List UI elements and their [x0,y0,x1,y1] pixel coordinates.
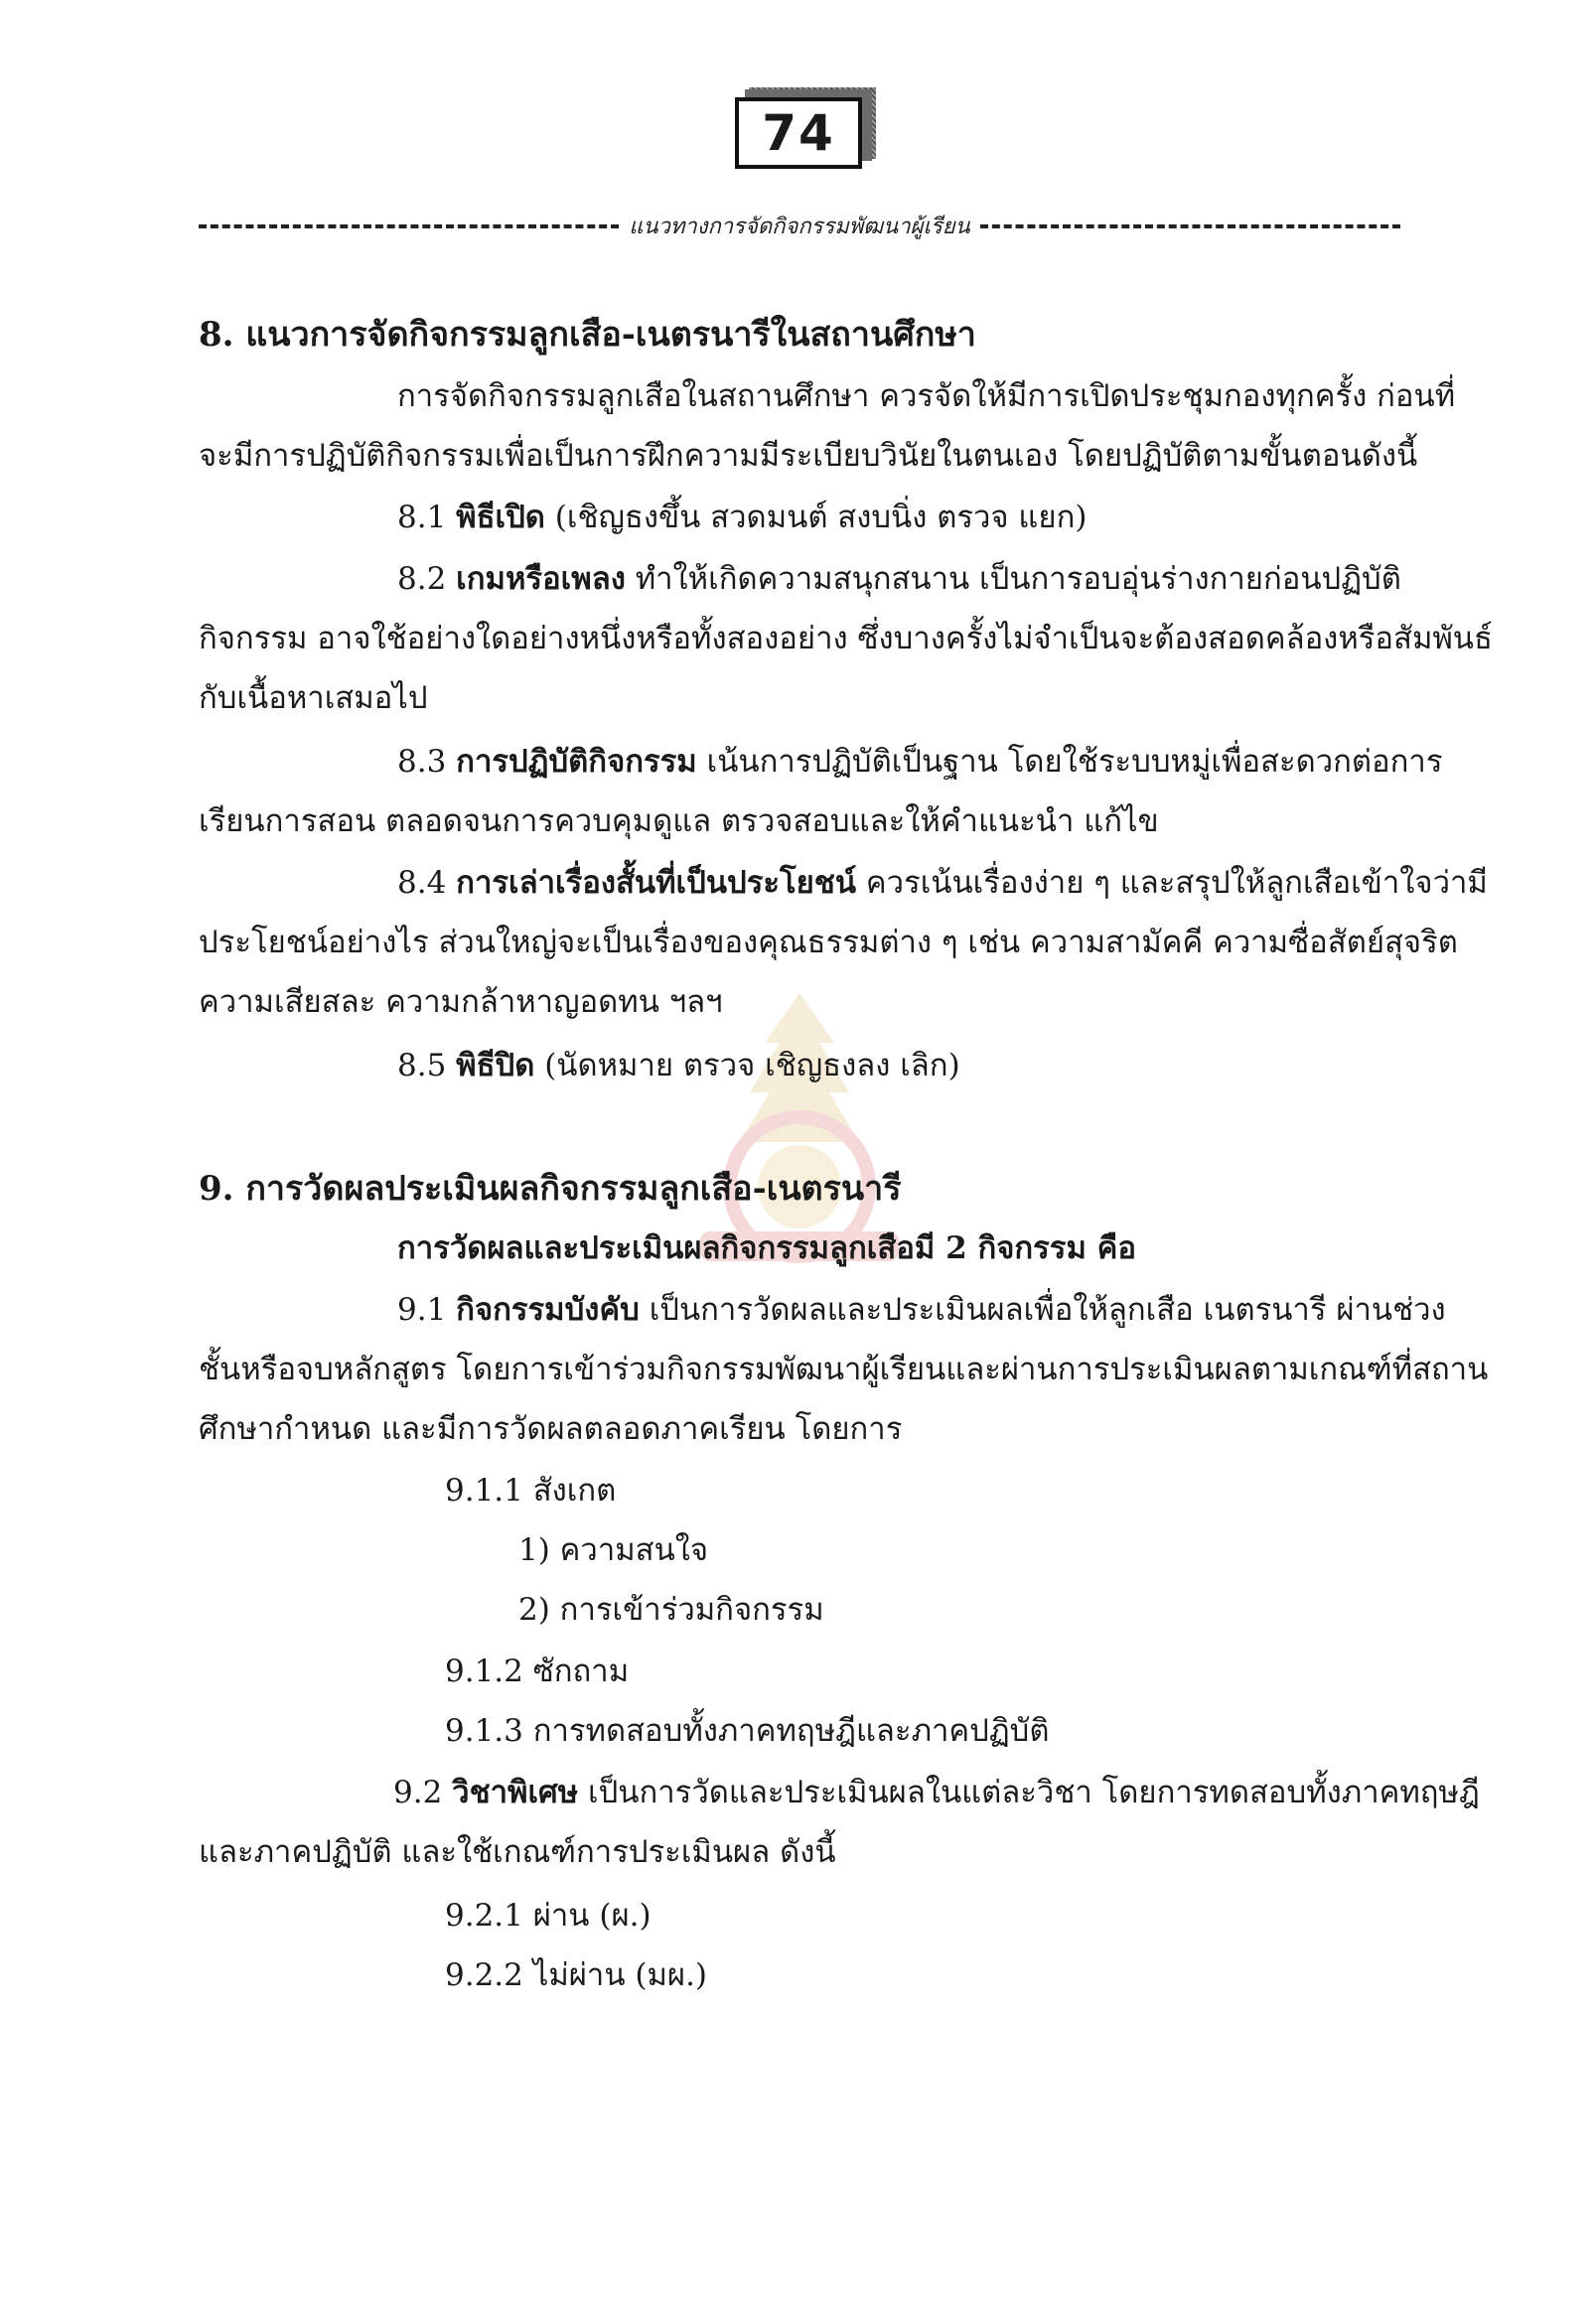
sub-item-9-2-2: 9.2.2 ไม่ผ่าน (มผ.) [445,1957,708,1993]
sub-item-9-2-1: 9.2.1 ผ่าน (ผ.) [445,1898,652,1934]
item-8-2-cont: กิจกรรม อาจใช้อย่างใดอย่างหนึ่งหรือทั้งสองอย่าง ซึ่งบางครั้งไม่จำเป็นจะต้องสอดคล้องหรือสัมพันธ์ [199,621,1493,656]
item-title: เกมหรือเพลง [456,561,626,597]
item-number: 8.5 [397,1048,447,1083]
item-title: กิจกรรมบังคับ [456,1292,640,1328]
item-8-5 [397,1048,960,1083]
item-text: เป็นการวัดและประเมินผลในแต่ละวิชา โดยการทดสอบทั้งภาคทฤษฎี [578,1775,1480,1810]
section-9-heading: 9. การวัดผลประเมินผลกิจกรรมลูกเสือ-เนตรนารี [199,1169,902,1209]
sub-item-9-1-2: 9.1.2 ซักถาม [445,1654,630,1689]
item-8-1 [397,500,1088,535]
item-text: เน้นการปฏิบัติเป็นฐาน โดยใช้ระบบหมู่เพื่อสะดวกต่อการ [696,744,1443,780]
item-8-2-cont2: กับเนื้อหาเสมอไป [199,680,428,716]
item-8-4-cont: ประโยชน์อย่างไร ส่วนใหญ่จะเป็นเรื่องของคุณธรรมต่าง ๆ เช่น ความสามัคคี ความซื่อสัตย์สุจริต [199,925,1458,960]
item-8-4 [397,865,1488,901]
item-8-4-cont2: ความเสียสละ ความกล้าหาญอดทน ฯลฯ [199,984,723,1020]
sub-item-9-1-1-b: 2) การเข้าร่วมกิจกรรม [518,1592,824,1628]
item-text: ทำให้เกิดความสนุกสนาน เป็นการอบอุ่นร่างกายก่อนปฏิบัติ [625,561,1401,597]
item-9-1-cont2: ศึกษากำหนด และมีการวัดผลตลอดภาคเรียน โดยการ [199,1411,903,1447]
header-rule-left [199,224,619,228]
item-title: การปฏิบัติกิจกรรม [456,744,697,780]
item-number: 8.4 [397,865,447,901]
section-9-subheading: การวัดผลและประเมินผลกิจกรรมลูกเสือมี 2 กิจกรรม คือ [397,1230,1137,1266]
item-9-1-cont: ชั้นหรือจบหลักสูตร โดยการเข้าร่วมกิจกรรมพัฒนาผู้เรียนและผ่านการประเมินผลตามเกณฑ์ที่สถาน [199,1352,1489,1387]
item-title: การเล่าเรื่องสั้นที่เป็นประโยชน์ [456,865,857,901]
item-8-3-cont: เรียนการสอน ตลอดจนการควบคุมดูแล ตรวจสอบและให้คำแนะนำ แก้ไข [199,803,1159,839]
item-title: พิธีเปิด [456,500,545,535]
item-text: (นัดหมาย ตรวจ เชิญธงลง เลิก) [534,1048,960,1083]
page-number: 74 [735,97,862,169]
item-text: เป็นการวัดผลและประเมินผลเพื่อให้ลูกเสือ เนตรนารี ผ่านช่วง [639,1292,1446,1328]
item-number: 8.1 [397,500,447,535]
item-number: 9.2 [393,1775,443,1810]
item-8-3 [397,744,1443,780]
sub-item-9-1-1: 9.1.1 สังเกต [445,1473,617,1509]
item-number: 8.3 [397,744,447,780]
section-8-intro: การจัดกิจกรรมลูกเสือในสถานศึกษา ควรจัดให้มีการเปิดประชุมกองทุกครั้ง ก่อนที่ [397,378,1456,414]
running-header [199,209,1400,243]
section-8-heading: 8. แนวการจัดกิจกรรมลูกเสือ-เนตรนารีในสถานศึกษา [199,315,976,355]
item-text: ควรเน้นเรื่องง่าย ๆ และสรุปให้ลูกเสือเข้าใจว่ามี [856,865,1488,901]
item-9-2 [393,1775,1480,1810]
sub-item-9-1-3: 9.1.3 การทดสอบทั้งภาคทฤษฎีและภาคปฏิบัติ [445,1713,1050,1749]
item-number: 9.1 [397,1292,447,1328]
item-8-2 [397,561,1401,597]
running-header-text: แนวทางการจัดกิจกรรมพัฒนาผู้เรียน [629,215,970,239]
item-title: วิชาพิเศษ [452,1775,579,1810]
item-9-1 [397,1292,1446,1328]
item-9-2-cont: และภาคปฏิบัติ และใช้เกณฑ์การประเมินผล ดังนี้ [199,1834,836,1870]
sub-item-9-1-1-a: 1) ความสนใจ [518,1532,709,1568]
item-number: 8.2 [397,561,447,597]
header-rule-right [980,224,1400,228]
item-text: (เชิญธงขึ้น สวดมนต์ สงบนิ่ง ตรวจ แยก) [544,500,1088,535]
item-title: พิธีปิด [456,1048,535,1083]
section-8-intro-cont: จะมีการปฏิบัติกิจกรรมเพื่อเป็นการฝึกความมีระเบียบวินัยในตนเอง โดยปฏิบัติตามขั้นตอนดังนี้ [199,438,1418,474]
